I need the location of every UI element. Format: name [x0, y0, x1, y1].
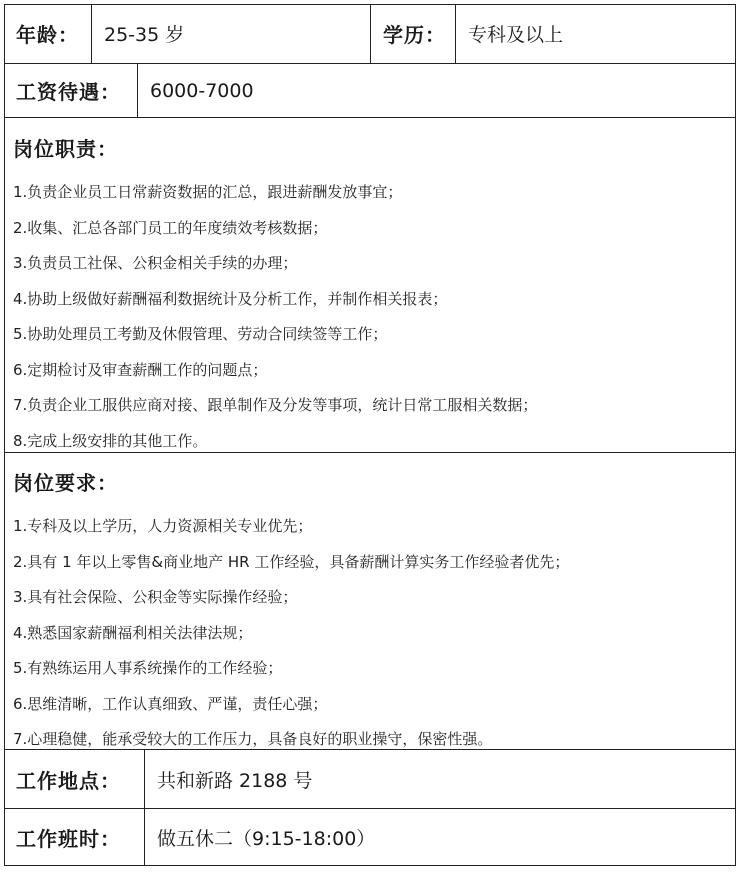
location-row [4, 750, 736, 808]
duty-item: 6.定期检讨及审查薪酬工作的问题点； [13, 361, 268, 379]
location-value: 共和新路 2188 号 [157, 769, 313, 792]
requirement-item: 3.具有社会保险、公积金等实际操作经验； [13, 588, 298, 606]
duties-title: 岗位职责： [13, 137, 118, 161]
duty-item: 3.负责员工社保、公积金相关手续的办理； [13, 254, 298, 272]
duty-item: 4.协助上级做好薪酬福利数据统计及分析工作，并制作相关报表； [13, 290, 448, 308]
duty-item: 5.协助处理员工考勤及休假管理、劳动合同续签等工作； [13, 325, 388, 343]
hours-value: 做五休二（9:15-18:00） [157, 827, 376, 850]
location-label: 工作地点： [16, 768, 121, 793]
requirements-title: 岗位要求： [13, 471, 118, 495]
salary-row [4, 64, 736, 117]
duty-item: 2.收集、汇总各部门员工的年度绩效考核数据； [13, 219, 328, 237]
education-value: 专科及以上 [468, 24, 564, 46]
duty-item: 7.负责企业工服供应商对接、跟单制作及分发等事项，统计日常工服相关数据； [13, 396, 538, 414]
requirement-item: 4.熟悉国家薪酬福利相关法律法规； [13, 624, 253, 642]
age-education-row [4, 4, 736, 63]
duty-item: 1.负责企业员工日常薪资数据的汇总，跟进薪酬发放事宜； [13, 183, 403, 201]
duty-item: 8.完成上级安排的其他工作。 [13, 432, 208, 450]
requirement-item: 7.心理稳健，能承受较大的工作压力，具备良好的职业操守，保密性强。 [13, 730, 493, 748]
age-value: 25-35 岁 [104, 24, 185, 46]
salary-label: 工资待遇： [16, 80, 121, 104]
education-label: 学历： [383, 23, 446, 47]
requirement-item: 2.具有 1 年以上零售&商业地产 HR 工作经验，具备薪酬计算实务工作经验者优先； [13, 553, 570, 571]
age-label: 年龄： [16, 23, 79, 47]
salary-value: 6000-7000 [150, 79, 254, 102]
hours-row [4, 809, 736, 865]
requirement-item: 6.思维清晰，工作认真细致、严谨，责任心强； [13, 695, 328, 713]
requirement-item: 5.有熟练运用人事系统操作的工作经验； [13, 659, 283, 677]
hours-label: 工作班时： [16, 826, 121, 851]
requirement-item: 1.专科及以上学历，人力资源相关专业优先； [13, 517, 313, 535]
